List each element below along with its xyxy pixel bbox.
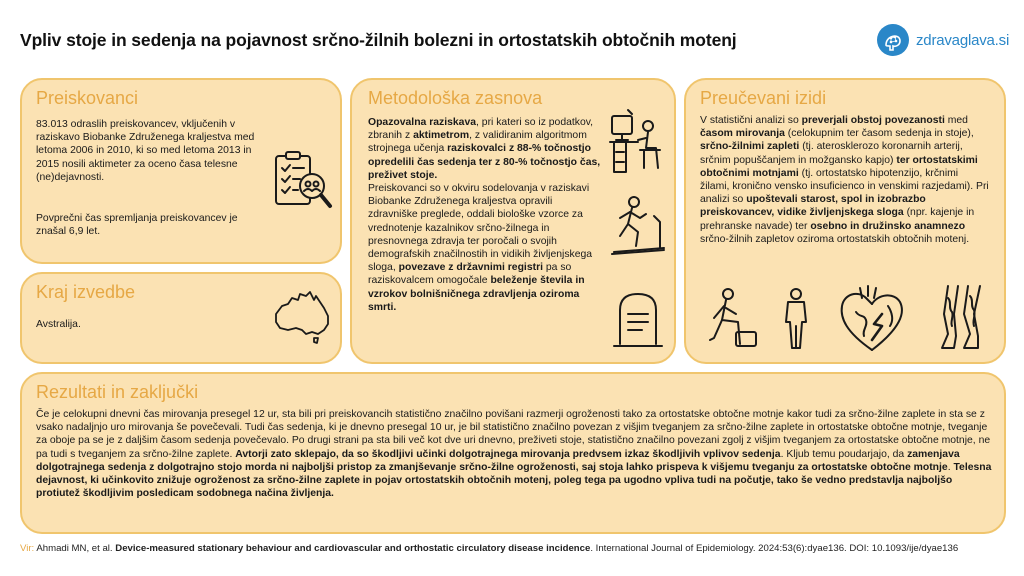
clipboard-magnifier-icon [272,150,334,212]
location-text: Avstralija. [36,319,81,330]
results-text-1: Če je celokupni dnevni čas mirovanja presegel 12 ur, sta bili pri preiskovancih statistično značilno povišani razmerji ogroženosti tako za ortostatske obtočne motnje kakor tudi za srčno-žilne zaplete in sta se z vsako nadaljnjo uro mirovanja še povečevali. Tudi čas sedenja, ki je dnevno presegal 10 ur, je bil statistično značilno povezan z višjim tveganjem za srčno-žilne zaplete in ortostatske obtočne motnje, tveganje za oboje pa se je z daljšim časom sedenja povečevalo. Po drugi strani pa sta bili več kot dve uri dnevno, preživeti stoje, statistično značilno povezani zgolj z višjim tveganjem za ortostatske obtočne motnje, ne pa tudi s tveganjem za srčno-žilne zaplete. [36,409,991,460]
card-methodology [350,78,676,364]
outcomes-bold-5: upoštevali starost, spol in izobrazbo preiskovancev, vidike življenjskega sloga [700,194,926,219]
brand-logo-icon [876,23,910,57]
card-title-results: Rezultati in zaključki [36,382,199,402]
methodology-bold-3: raziskovalci z 88-% točnostjo opredelili čas sedenja ter z 80-% točnostjo čas, preživet stoje. [368,143,601,181]
results-text-3: . [947,461,954,473]
heart-attack-icon [836,284,910,354]
outcomes-bold-2: časom mirovanja [700,128,785,140]
outcomes-bold-4: ter ortostatskimi obtočnimi motnjami [700,154,978,179]
desk-worker-icon [608,106,668,176]
methodology-bold-2: aktimetrom [413,130,470,142]
tombstone-icon [612,288,664,352]
citation [20,543,958,554]
outcomes-text-4: (tj. aterosklerozo koronarnih arterij, srčnim popuščanjem in možgansko kapjo) [700,141,963,166]
outcomes-bold-6: osebno in družinsko anamnezo [810,220,966,232]
results-text [36,408,994,500]
outcomes-text-7: srčno-žilnih zapletov oziroma ortostatskih obtočnih motenj. [700,233,970,245]
card-outcomes [684,78,1006,364]
participants-description: 83.013 odraslih preiskovancev, vključenih v raziskavo Biobanke Združenega kraljestva med letoma 2006 in 2010, ki so med letoma 2013 in 2015 nosili aktimeter za oceno časa telesne (ne)dejavnosti. [36,119,255,183]
outcomes-bold-3: srčno-žilnimi zapleti [700,141,800,153]
methodology-text-4: pa so raziskovalcem omogočale [368,262,572,287]
outcomes-text-1: V statistični analizi so [700,115,802,126]
brand-name: zdravaglava.si [916,31,1010,49]
standing-person-icon [778,286,814,352]
card-title-location: Kraj izvedbe [36,282,136,302]
card-results [20,372,1006,534]
methodology-bold-5: beleženje števila in vzrokov bolnišničnega zdravljenja oziroma smrti. [368,275,585,313]
sitting-person-icon [706,286,760,352]
outcomes-text-5: (tj. ortostatsko hipotenzijo, krčnimi žilami, kronično vensko insuficienco in venskimi razjedami). Pri analizi so [700,167,989,206]
citation-label: Vir: [20,543,35,554]
methodology-text-2: , z validiranim algoritmom strojnega učenja [368,130,587,155]
citation-rest: . International Journal of Epidemiology. 2024:53(6):dyae136. DOI: 10.1093/ije/dyae136 [590,543,959,554]
citation-authors: Ahmadi MN, et al. [34,543,116,554]
methodology-bold-1: Opazovalna raziskava [368,117,477,128]
methodology-text-1: , pri kateri so iz podatkov, zbranih z [368,117,594,142]
card-title-participants: Preiskovanci [36,88,139,108]
results-bold-2: zamenjava dolgotrajnega sedenja z dolgotrajno stojo morda ni najboljši pristop za zmanjševanje srčno-žilne ogroženosti, saj stoja lahko prispeva k višjemu tveganju za ortostatske obtočne motnje [36,448,960,473]
brand[interactable] [876,22,1016,58]
outcomes-text-6: (npr. kajenje in prehranske navade) ter [700,207,975,232]
results-bold-3: Telesna dejavnost, ki učinkovito znižuje ogroženost za srčno-žilne zaplete in pojav ortostatskih obtočnih motenj, poleg tega pa ugodno vpliva tudi na počutje, tako še vedno predstavlja najboljšo protiutež škodljivim posledicam sodobnega načina življenja. [36,461,992,500]
results-bold-1: Avtorji zato sklepajo, da so škodljivi učinki dolgotrajnega mirovanja predvsem izkaz škodljivih vplivov sedenja [235,448,781,460]
methodology-bold-4: povezave z državnimi registri [398,262,543,274]
page-title: Vpliv stoje in sedenja na pojavnost srčno-žilnih bolezni in ortostatskih obtočnih motenj [20,30,737,50]
card-participants [20,78,342,264]
treadmill-runner-icon [608,192,668,262]
methodology-text [368,116,604,314]
card-title-methodology: Metodološka zasnova [368,88,543,108]
card-title-outcomes: Preučevani izidi [700,88,827,108]
citation-title: Device-measured stationary behaviour and cardiovascular and orthostatic circulatory disease incidence [115,543,591,554]
methodology-text-3: Preiskovanci so v okviru sodelovanja v raziskavi Biobanke Združenega kraljestva opravili zdravniške preglede, oddali biološke vzorce za vrednotenje kazalnikov srčno-žilnega in presnovnega zdravja ter poročali o svojih demografskih značilnostih in vidikih življenjskega sloga, [368,183,593,274]
varicose-legs-icon [934,284,994,354]
australia-map-icon [272,288,334,346]
participants-followup: Povprečni čas spremljanja preiskovancev je znašal 6,9 let. [36,213,238,238]
outcomes-bold-1: preverjali obstoj povezanosti [801,115,945,126]
results-text-2: . Kljub temu poudarjajo, da [780,448,908,460]
card-location [20,272,342,364]
outcomes-text-3: (celokupnim ter časom sedenja in stoje), [784,128,974,140]
outcomes-text-2: med [944,115,968,126]
outcomes-text [700,114,990,246]
